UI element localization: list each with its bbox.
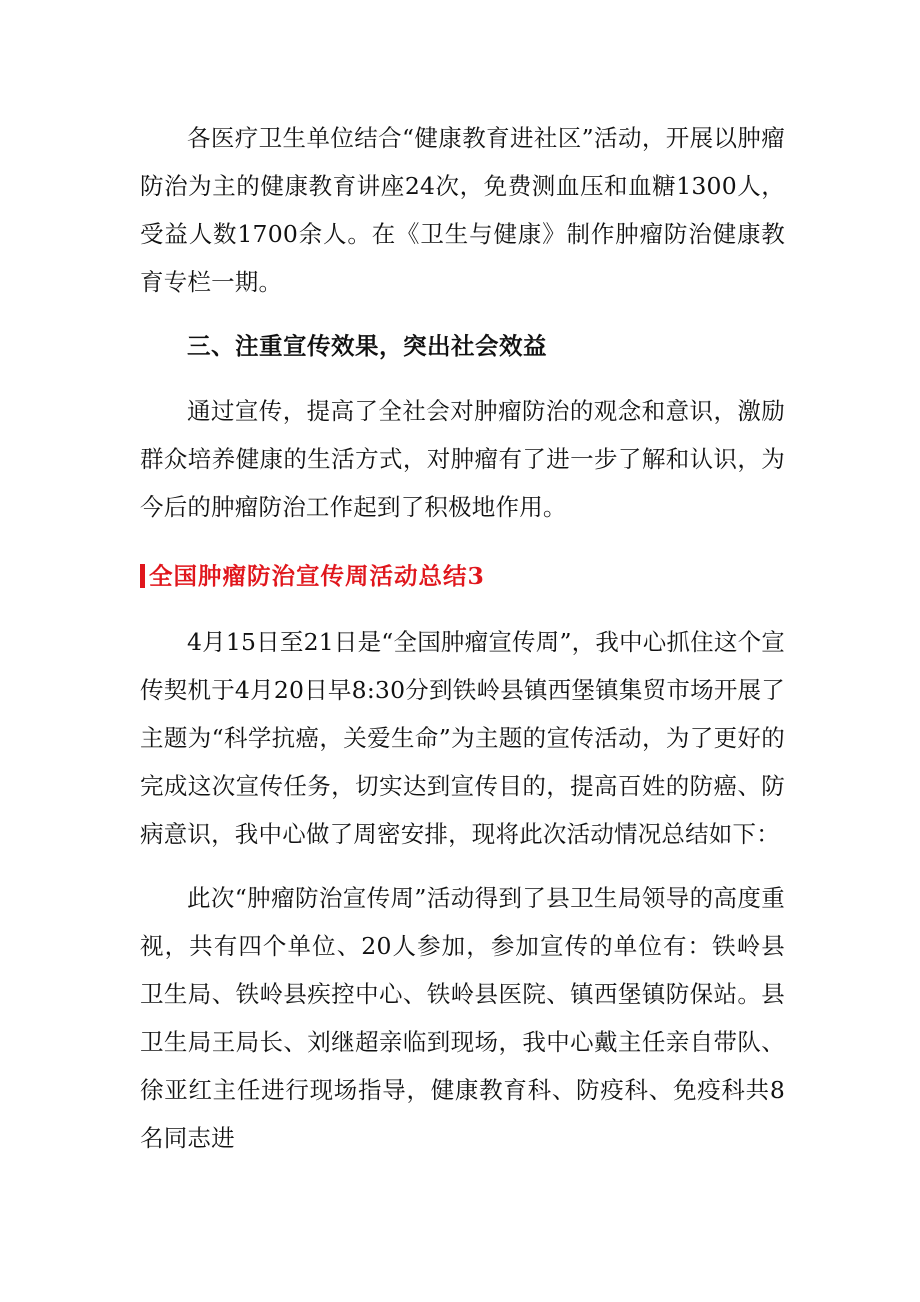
paragraph-publicity-effect: 通过宣传，提高了全社会对肿瘤防治的观念和意识，激励群众培养健康的生活方式，对肿瘤有了进一步了解和认识，为今后的肿瘤防治工作起到了积极地作用。 — [140, 397, 785, 521]
chapter-title: 全国肿瘤防治宣传周活动总结3 — [149, 562, 485, 590]
section-heading: 三、注重宣传效果，突出社会效益 — [187, 332, 547, 360]
paragraph-campaign-intro: 4月15日至21日是“全国肿瘤宣传周”，我中心抓住这个宣传契机于4月20日早8:30分到铁岭县镇西堡镇集贸市场开展了主题为“科学抗癌，关爱生命”为主题的宣传活动，为了更好的完成这次宣传任务，切实达到宣传目的，提高百姓的防癌、防病意识，我中心做了周密安排，现将此次活动情况总结如下： — [140, 628, 785, 848]
chapter-title-row — [140, 556, 485, 596]
paragraph-participants: 此次“肿瘤防治宣传周”活动得到了县卫生局领导的高度重视，共有四个单位、20人参加，参加宣传的单位有：铁岭县卫生局、铁岭县疾控中心、铁岭县医院、镇西堡镇防保站。县卫生局王局长、刘继超亲临到现场，我中心戴主任亲自带队、徐亚红主任进行现场指导，健康教育科、防疫科、免疫科共8名同志进 — [140, 884, 785, 1152]
title-bar-marker — [140, 564, 145, 588]
paragraph-health-education: 各医疗卫生单位结合“健康教育进社区”活动，开展以肿瘤防治为主的健康教育讲座24次，免费测血压和血糖1300人，受益人数1700余人。在《卫生与健康》制作肿瘤防治健康教育专栏一期。 — [140, 124, 785, 296]
